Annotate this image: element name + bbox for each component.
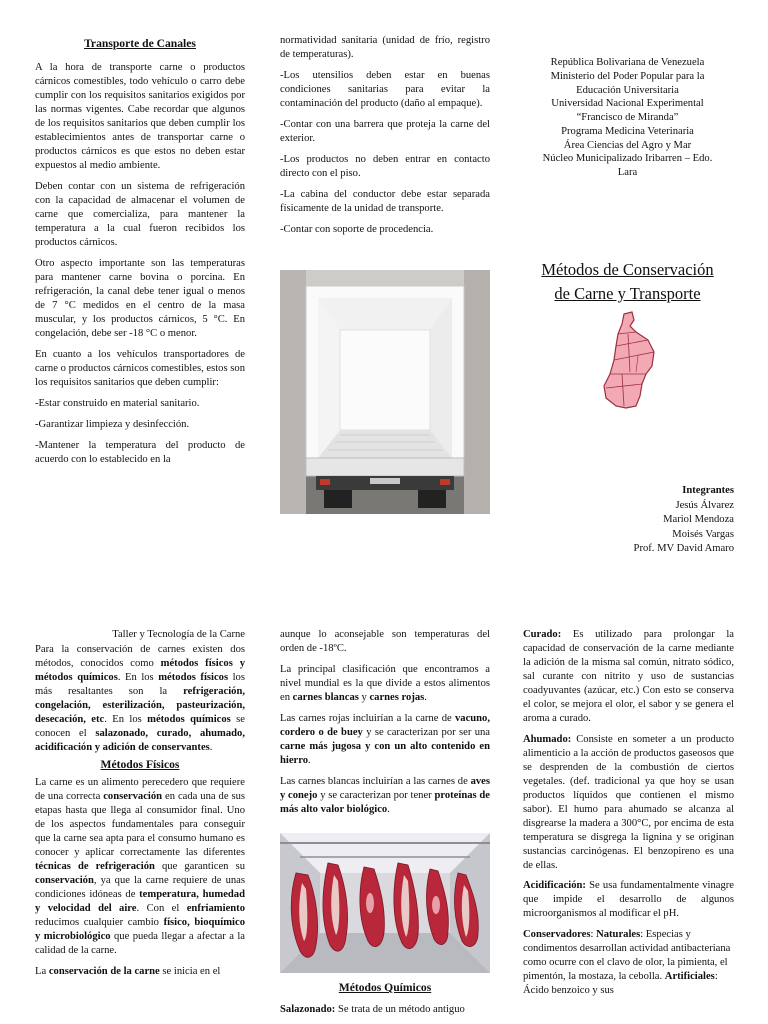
paragraph: Otro aspecto importante son las temperaturas para mantener carne bovina o porcina. En refrigeración, la canal debe tener igual o menos de 7 °C medidos en el centro de la masa muscular, y los productos cárnicos, 5 °C. En congelación, debe ser -18 °C o menor. bbox=[35, 257, 245, 339]
intro-paragraph: Para la conservación de carnes existen dos métodos, conocidos como métodos físicos y métodos químicos. En los métodos físicos los más resaltantes son la refrigeración, congelación, esterilización, pasteurización, desecación, etc. En los métodos químicos se conocen el salazonado, curado, ahumado, acidificación y adición de conservantes. bbox=[35, 643, 245, 753]
member-name: Prof. MV David Amaro bbox=[633, 543, 734, 555]
institution-block bbox=[520, 56, 735, 180]
panel-quimicos-start bbox=[280, 980, 490, 1024]
org-line: “Francisco de Miranda” bbox=[576, 112, 679, 124]
org-line: Lara bbox=[617, 167, 638, 179]
paragraph: Las carnes rojas incluirían a la carne de vacuno, cordero o de buey y se caracterizan por ser una carne más jugosa y con un alto contenido en hierro. bbox=[280, 712, 490, 766]
refrigerated-truck-image bbox=[280, 270, 490, 514]
panel-requisitos bbox=[280, 34, 490, 266]
paragraph: normatividad sanitaria (unidad de frío, registro de temperaturas). bbox=[280, 35, 490, 60]
bullet: -Contar con una barrera que proteja la carne del exterior. bbox=[280, 118, 490, 144]
members-heading: Integrantes bbox=[682, 485, 734, 496]
paragraph: La conservación de la carne se inicia en el bbox=[35, 965, 221, 977]
truck-photo bbox=[280, 270, 490, 514]
org-line: Educación Universitaria bbox=[576, 84, 679, 96]
panel-metodos-fisicos bbox=[35, 628, 245, 1024]
org-line: Área Ciencias del Agro y Mar bbox=[563, 139, 692, 151]
paragraph: A la hora de transporte carne o productos cárnicos comestibles, todo vehículo o carro debe cumplir con los requisitos sanitarios exigidos por las normas vigentes. Cabe recordar que algunos de los requisitos sanitarios que deben cumplir los establecimientos antes de transportar carne o productos cárnicos es que estos no deben estar expuestos al medio ambiente. bbox=[35, 62, 245, 172]
org-line: Núcleo Municipalizado Iribarren – Edo. bbox=[542, 153, 713, 165]
heading-transporte: Transporte de Canales bbox=[84, 37, 196, 50]
bullet: -Contar con soporte de procedencia. bbox=[280, 223, 434, 235]
panel-clasificacion bbox=[280, 628, 490, 832]
bullet: -Estar construido en material sanitario. bbox=[35, 397, 200, 409]
bullet: -Los productos no deben entrar en contacto directo con el piso. bbox=[280, 153, 490, 179]
paragraph: La principal clasificación que encontramos a nivel mundial es la que divide a estos alimentos en carnes blancas y carnes rojas. bbox=[280, 663, 490, 703]
panel-metodos-quimicos bbox=[523, 628, 734, 1024]
paragraph: Las carnes blancas incluirían a las carnes de aves y conejo y se caracterizan por tener proteínas de más alto valor biológico. bbox=[280, 775, 490, 815]
org-line: Programa Medicina Veterinaria bbox=[561, 125, 694, 137]
paragraph: En cuanto a los vehículos transportadores de carne o productos cárnicos comestibles, estos son los requisitos sanitarios que deben cumplir: bbox=[35, 348, 245, 388]
title-line-1: Métodos de Conservación bbox=[541, 260, 714, 279]
paragraph: aunque lo aconsejable son temperaturas del orden de -18ºC. bbox=[280, 629, 490, 654]
bullet: -Garantizar limpieza y desinfección. bbox=[35, 418, 190, 430]
heading-metodos-quimicos: Métodos Químicos bbox=[338, 981, 432, 994]
title-line-2: de Carne y Transporte bbox=[554, 283, 701, 303]
paragraph-ahumado: Ahumado: Consiste en someter a un producto alimenticio a la acción de productos gaseosos que se desprenden de la combustión de ciertos vegetales. (def. tradicional ya que hoy se usan productos líquidos que contienen el mismo sabor). El humo para ahumado se alcanza al disgrearse la madera a 300°C, por encima de esta temperatura se disgrega la lignina y se originan sustancias carcinógenas. El benzopireno es una de ellas. bbox=[523, 733, 734, 871]
meat-cuts-icon bbox=[602, 310, 662, 410]
paragraph: Salazonado: Se trata de un método antiguo bbox=[280, 1004, 465, 1016]
hanging-meat-image bbox=[280, 833, 490, 973]
heading-metodos-fisicos: Métodos Físicos bbox=[100, 757, 180, 771]
paragraph: La carne es un alimento perecedero que requiere de una correcta conservación en cada una de sus etapas hasta que llega al consumidor final. Uno de los aspectos fundamentales para conseguir que la carne sea apta para el consumo humano es conocer y aplicar correctamente las diferentes técnicas de refrigeración que garanticen su conservación, ya que la carne requiere de unas condiciones idóneas de temperatura, humedad y velocidad del aire. Con el enfriamiento reducimos cualquier cambio físico, bioquímico y microbiológico que pueda llegar a afectar a la calidad de la carne. bbox=[35, 777, 245, 956]
brochure-title bbox=[520, 258, 735, 306]
org-line: República Bolivariana de Venezuela bbox=[550, 57, 705, 68]
paragraph-curado: Curado: Es utilizado para prolongar la capacidad de conservación de la carne mediante la adición de la misma sal común, nitrato sódico, sal curante con nitrito y uso de sustancias coadyuvantes (azúcar, etc.) Con esto se conserva el color, se mejora el olor, el sabor y se genera el aroma a curado. bbox=[523, 629, 734, 724]
bullet: -Los utensilios deben estar en buenas condiciones sanitarias para evitar la contaminación del producto (daño al empaque). bbox=[280, 69, 490, 109]
carcass-photo bbox=[280, 833, 490, 973]
bullet: -Mantener la temperatura del producto de acuerdo con lo establecido en la bbox=[35, 439, 245, 465]
members-block bbox=[520, 484, 734, 557]
member-name: Jesús Álvarez bbox=[675, 499, 734, 511]
course-header: Taller y Tecnología de la Carne bbox=[112, 629, 245, 640]
paragraph-conservadores: Conservadores: Naturales: Especias y condimentos desarrollan actividad antibacteriana como ocurre con el clavo de olor, la pimienta, el pimentón, la mostaza, la cebolla. Artificiales: Ácido benzoico y sus bbox=[523, 929, 731, 997]
paragraph-acidificacion: Acidificación: Se usa fundamentalmente vinagre que impide el desarrollo de algunos microorganismos al modificar el pH. bbox=[523, 880, 734, 920]
bullet: -La cabina del conductor debe estar separada físicamente de la unidad de transporte. bbox=[280, 188, 490, 214]
panel-portada bbox=[520, 56, 735, 566]
org-line: Ministerio del Poder Popular para la bbox=[550, 70, 705, 82]
panel-transporte bbox=[35, 36, 245, 536]
member-name: Moisés Vargas bbox=[672, 528, 734, 540]
paragraph: Deben contar con un sistema de refrigeración con la capacidad de almacenar el volumen de carne que comercializa, para mantener la temperatura a la cual fueron recibidos los productos cárnicos. bbox=[35, 181, 245, 248]
member-name: Mariol Mendoza bbox=[663, 514, 734, 526]
org-line: Universidad Nacional Experimental bbox=[551, 98, 704, 110]
